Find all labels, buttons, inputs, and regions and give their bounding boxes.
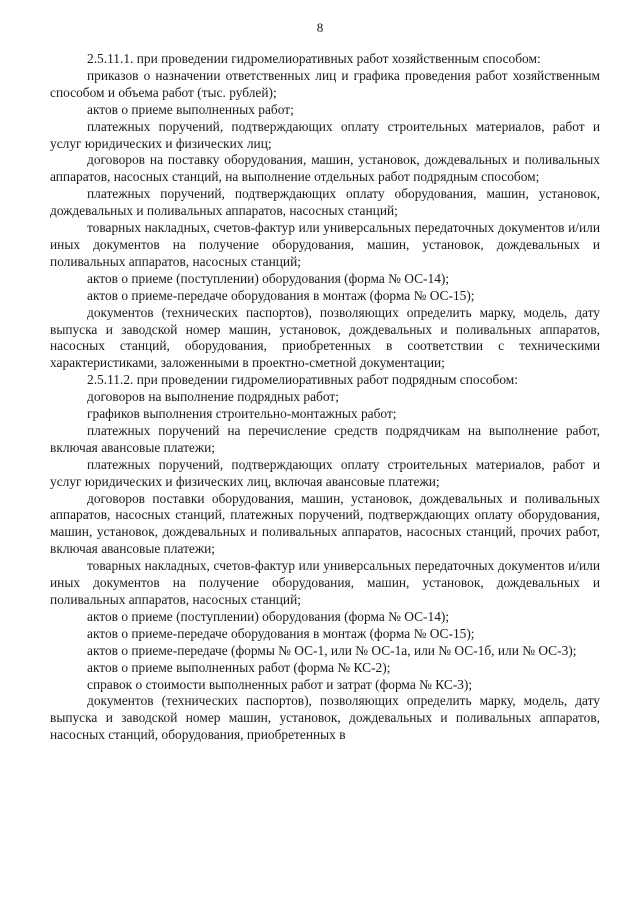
paragraph: 2.5.11.1. при проведении гидромелиоративных работ хозяйственным способом: — [87, 51, 541, 66]
paragraph: графиков выполнения строительно-монтажных работ; — [87, 406, 397, 422]
paragraph: платежных поручений на перечисление средств подрядчикам на выполнение работ, включая авансовые платежи; — [50, 422, 600, 455]
paragraph: актов о приеме-передаче оборудования в монтаж (форма № ОС-15); — [87, 287, 475, 303]
paragraph: актов о приеме (поступлении) оборудования (форма № ОС-14); — [87, 270, 450, 286]
paragraph: товарных накладных, счетов-фактур или универсальных передаточных документов и/или иных документов на получение оборудования, машин, установок, дождевальных и поливальных аппаратов, насосных станций; — [50, 220, 600, 269]
paragraph: договоров на выполнение подрядных работ; — [87, 389, 339, 405]
paragraph: документов (технических паспортов), позволяющих определить марку, модель, дату выпуска и заводской номер машин, установок, дождевальных и поливальных аппаратов, насосных станций, оборудования, приобретенных в — [50, 693, 600, 743]
paragraph: товарных накладных, счетов-фактур или универсальных передаточных документов и/или иных документов на получение оборудования, машин, установок, дождевальных и поливальных аппаратов, насосных станций; — [50, 558, 600, 607]
paragraph: справок о стоимости выполненных работ и затрат (форма № КС-3); — [87, 676, 473, 692]
paragraph: договоров поставки оборудования, машин, установок, дождевальных и поливальных аппаратов, насосных станций, платежных поручений, подтверждающих оплату оборудования, машин, установок, дождевальных и поливальных аппаратов, насосных станций, прочих работ, включая авансовые платежи; — [50, 490, 600, 557]
paragraph: платежных поручений, подтверждающих оплату строительных материалов, работ и услуг юридических и физических лиц, включая авансовые платежи; — [50, 456, 600, 489]
paragraph: приказов о назначении ответственных лиц и графика проведения работ хозяйственным способом и объема работ (тыс. рублей); — [50, 67, 600, 100]
paragraph: актов о приеме-передаче (формы № ОС-1, или № ОС-1а, или № ОС-1б, или № ОС-3); — [87, 642, 577, 658]
paragraph: актов о приеме (поступлении) оборудования (форма № ОС-14); — [87, 608, 450, 624]
paragraph: договоров на поставку оборудования, машин, установок, дождевальных и поливальных аппаратов, насосных станций, на выполнение отдельных работ подрядным способом; — [50, 152, 600, 185]
page-number: 8 — [316, 20, 324, 35]
paragraph: 2.5.11.2. при проведении гидромелиоративных работ подрядным способом: — [87, 372, 519, 388]
paragraph: платежных поручений, подтверждающих оплату оборудования, машин, установок, дождевальных и поливальных аппаратов, насосных станций; — [50, 186, 600, 219]
paragraph: актов о приеме выполненных работ (форма № КС-2); — [87, 659, 391, 675]
paragraph: актов о приеме-передаче оборудования в монтаж (форма № ОС-15); — [87, 625, 475, 641]
document-body — [50, 51, 600, 744]
paragraph: платежных поручений, подтверждающих оплату строительных материалов, работ и услуг юридических и физических лиц; — [50, 118, 600, 151]
paragraph: актов о приеме выполненных работ; — [87, 101, 294, 117]
paragraph: документов (технических паспортов), позволяющих определить марку, модель, дату выпуска и заводской номер машин, установок, дождевальных и поливальных аппаратов, насосных станций, оборудования, приобретенных в соответствии с техническими характеристиками, заложенными в проектно-сметной документации; — [50, 304, 600, 371]
